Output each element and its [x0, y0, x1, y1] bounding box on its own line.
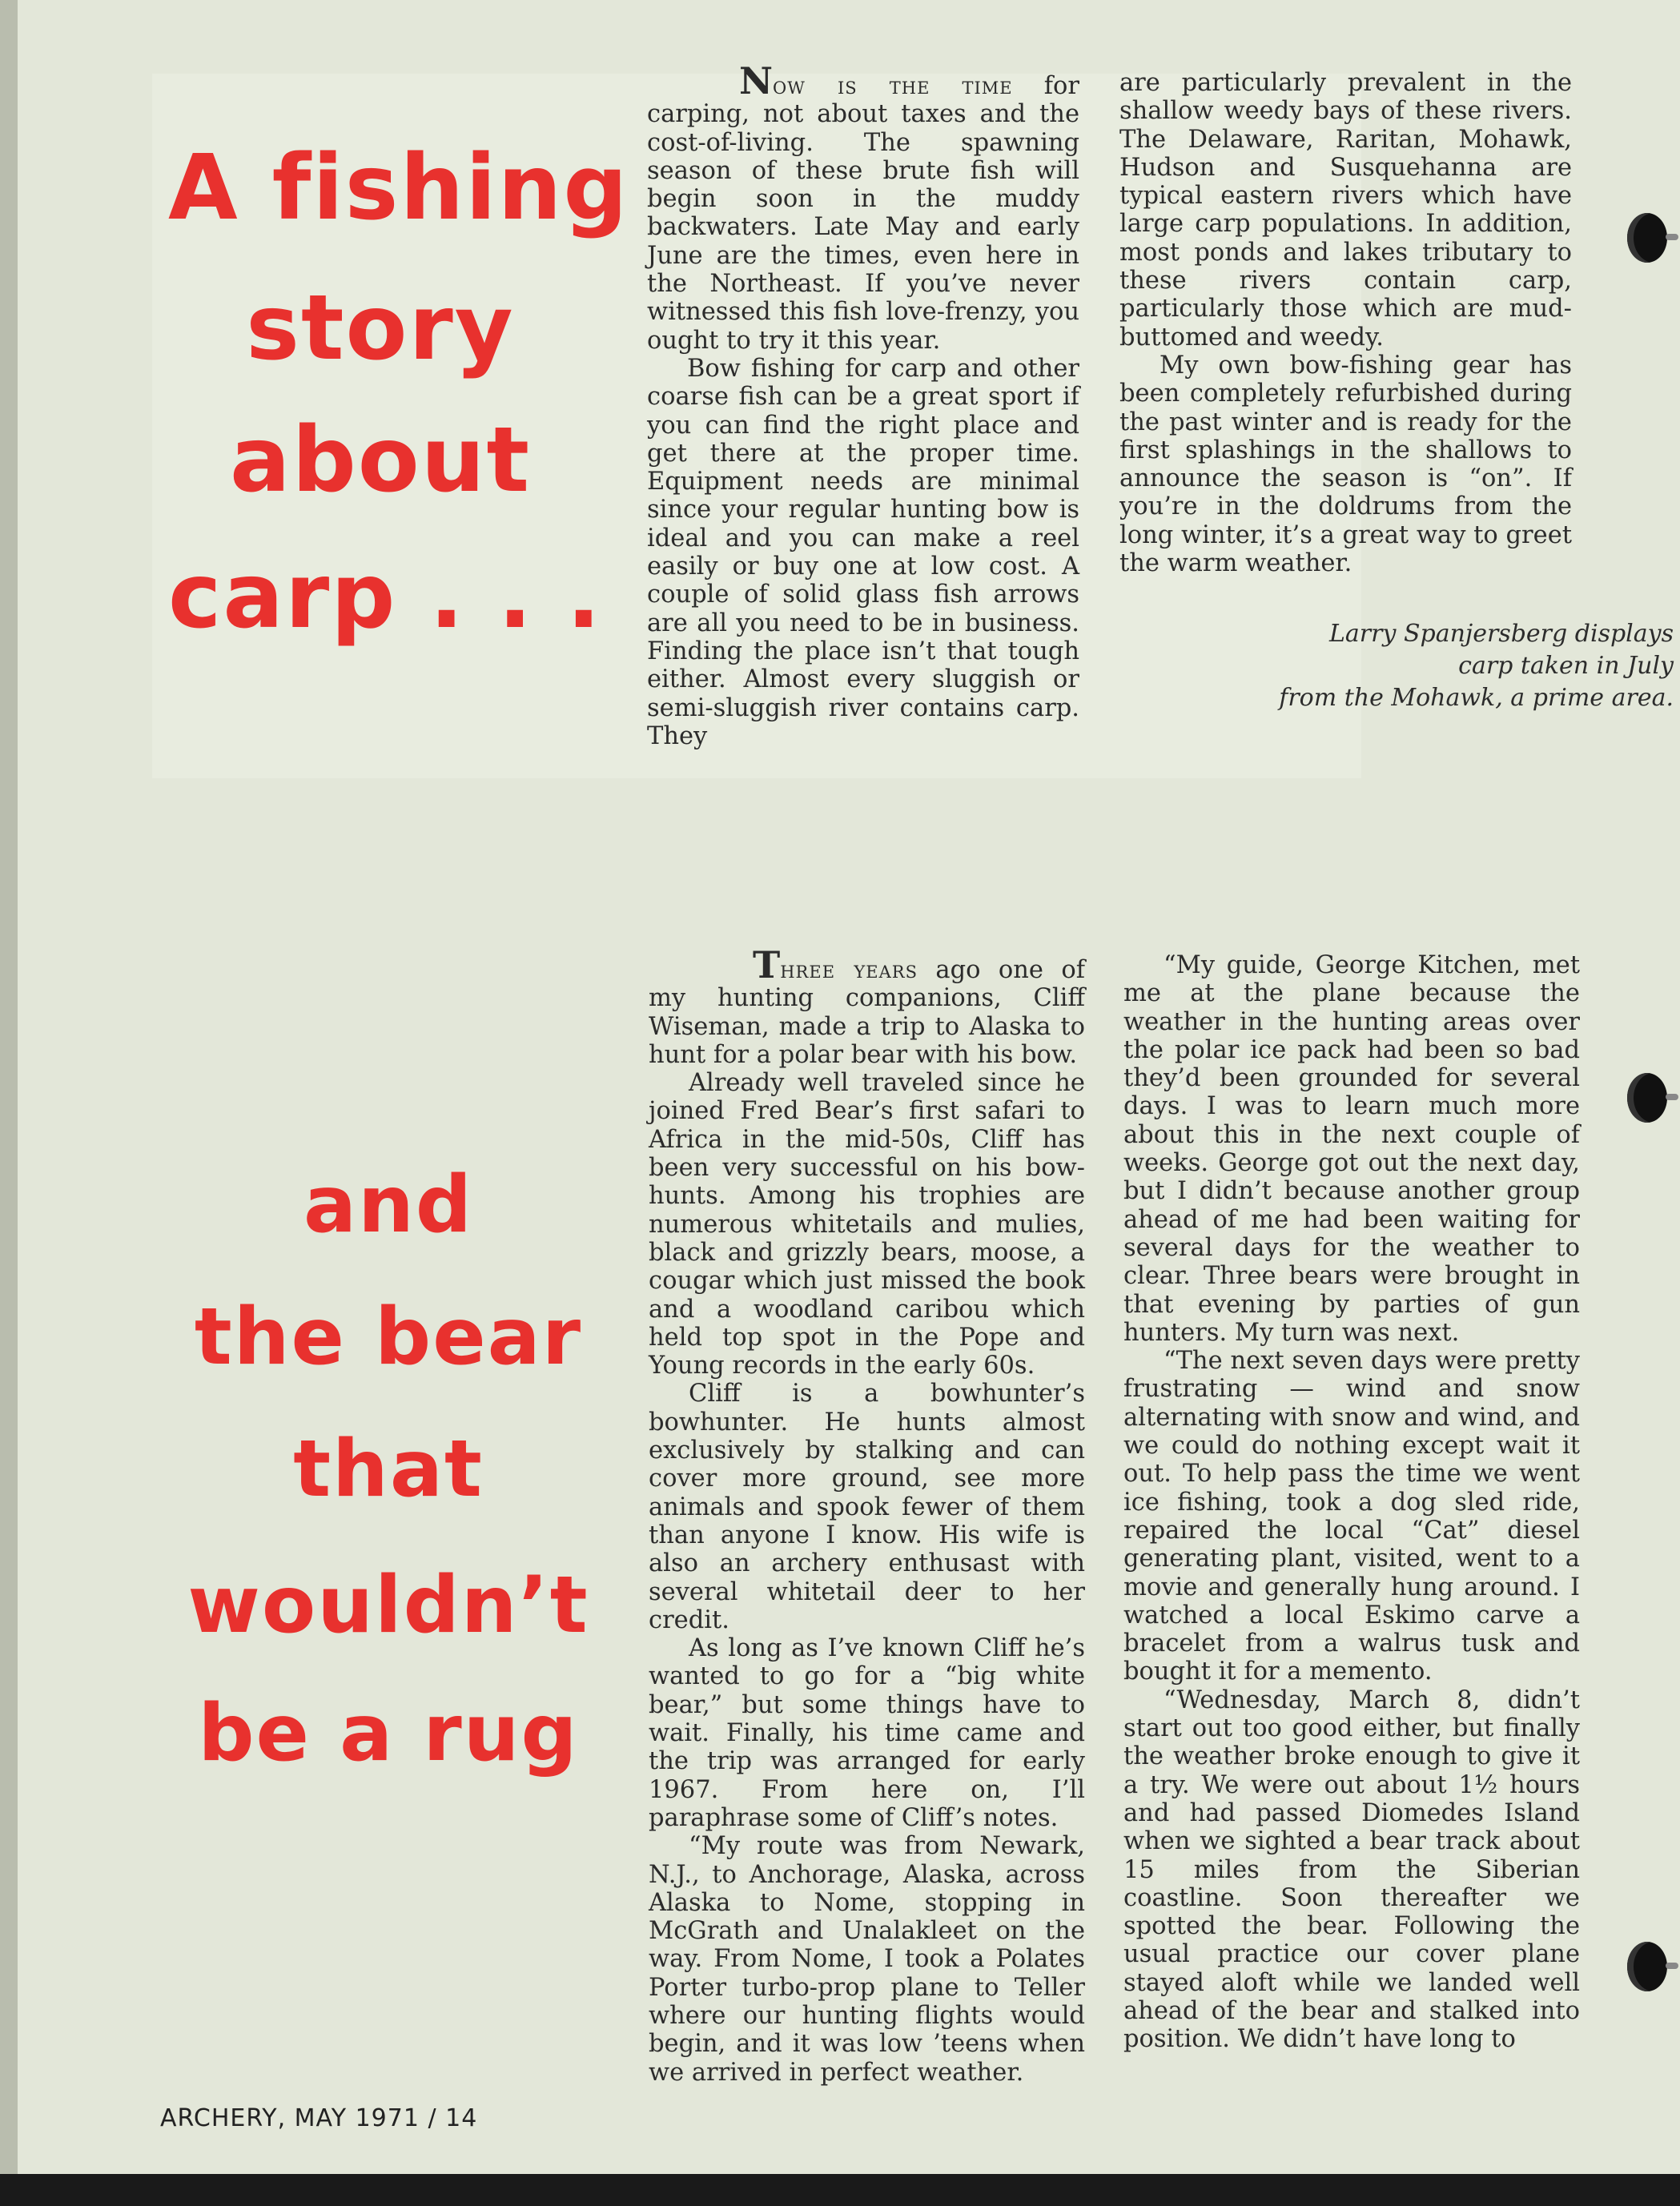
headline-line-7: that	[293, 1424, 484, 1515]
headline-line-1: A fishing	[168, 136, 629, 240]
dropcap-t: T	[753, 943, 781, 986]
headline-line-3: about	[230, 408, 531, 512]
paragraph-text: ago one of my hunting companions, Cliff Wiseman, made a trip to Alaska to hunt for a polar bear with his bow.	[649, 956, 1085, 1069]
paragraph-text: As long as I’ve known Cliff he’s wanted to go for a “big white bear,” but some things have to wait. Finally, his time came and the trip was arranged for early 1967. From here on, I’ll paraphrase some of Cliff’s notes.	[649, 1634, 1085, 1832]
dropcap-n: N	[739, 59, 774, 102]
paragraph-text: Bow fishing for carp and other coarse fish can be a great sport if you can find the right place and get there at the proper time. Equipment needs are minimal since your regular hunting bow is ideal and you can make a reel easily or buy one at low cost. A couple of solid glass fish arrows are all you need to be in business. Finding the place isn’t that tough either. Almost every sluggish or semi-sluggish river contains carp. They	[647, 354, 1079, 750]
paragraph-text: for carping, not about taxes and the cost-of-living. The spawning season of these brute fish will begin soon in the muddy backwaters. Late May and early June are the times, even here in the Northeast. If you’ve never witnessed this fish love-frenzy, you ought to try it this year.	[647, 72, 1079, 355]
lead-in-caps: hree years	[780, 956, 918, 984]
caption-line: from the Mohawk, a prime area.	[1279, 684, 1674, 712]
lead-in-caps: ow is the time	[773, 72, 1013, 100]
photo-caption	[1201, 618, 1674, 714]
paragraph-text: “My route was from Newark, N.J., to Anchorage, Alaska, across Alaska to Nome, stopping in McGrath and Unalakleet on the way. From Nome, I took a Polates Porter turbo-prop plane to Teller where our hunting flights would begin, and it was low ’teens when we arrived in perfect weather.	[649, 1832, 1085, 2087]
page-edge	[0, 0, 18, 2206]
binder-hole-icon	[1627, 1073, 1667, 1123]
paragraph-text: Cliff is a bowhunter’s bowhunter. He hunts almost exclusively by stalking and can cover more ground, see more animals and spook fewer of them than anyone I know. His wife is also an archery enthusast with several whitetail deer to her credit.	[649, 1380, 1085, 1634]
binder-hole-icon	[1627, 213, 1667, 263]
headline-line-2: story	[246, 276, 515, 380]
headline-line-4: carp . . .	[168, 544, 602, 649]
headline-line-6: the bear	[194, 1292, 583, 1383]
bear-column-1	[649, 943, 1085, 2087]
paragraph-text: My own bow-fishing gear has been completely refurbished during the past winter and is ready for the first splashings in the shallows to announce the season is “on”. If you’re in the doldrums from the long winter, it’s a great way to greet the warm weather.	[1119, 351, 1572, 578]
carp-column-1	[647, 59, 1079, 750]
caption-line: Larry Spanjersberg displays	[1329, 620, 1674, 648]
headline-line-5: and	[303, 1159, 474, 1251]
headline-line-9: be a rug	[198, 1688, 579, 1779]
paragraph-text: are particularly prevalent in the shallow weedy bays of these rivers. The Delaware, Raritan, Mohawk, Hudson and Susquehanna are typical eastern rivers which have large carp populations. In addition, most ponds and lakes tributary to these rivers contain carp, particularly those which are mud-buttomed and weedy.	[1119, 69, 1572, 352]
paragraph-text: “Wednesday, March 8, didn’t start out too good either, but finally the weather broke enough to give it a try. We were out about 1½ hours and had passed Diomedes Island when we sighted a bear track about 15 miles from the Siberian coastline. Soon thereafter we spotted the bear. Following the usual practice our cover plane stayed aloft while we landed well ahead of the bear and stalked into position. We didn’t have long to	[1123, 1686, 1580, 2054]
paragraph-text: Already well traveled since he joined Fred Bear’s first safari to Africa in the mid-50s, Cliff has been very successful on his bow-hunts. Among his trophies are numerous whitetails and mulies, black and grizzly bears, moose, a cougar which just missed the book and a woodland caribou which held top spot in the Pope and Young records in the early 60s.	[649, 1069, 1085, 1380]
paragraph-text: “My guide, George Kitchen, met me at the plane because the weather in the hunting areas over the polar ice pack had been so bad they’d been grounded for several days. I was to learn much more about this in the next couple of weeks. George got out the next day, but I didn’t because another group ahead of me had been waiting for several days for the weather to clear. Three bears were brought in that evening by parties of gun hunters. My turn was next.	[1123, 951, 1580, 1347]
paragraph-text: “The next seven days were pretty frustrating — wind and snow alternating with snow and wind, and we could do nothing except wait it out. To help pass the time we went ice fishing, took a dog sled ride, repaired the local “Cat” diesel generating plant, visited, went to a movie and generally hung around. I watched a local Eskimo carve a bracelet from a walrus tusk and bought it for a memento.	[1123, 1347, 1580, 1686]
caption-line: carp taken in July	[1458, 652, 1674, 680]
carp-column-2	[1119, 69, 1572, 577]
page-folio: ARCHERY, MAY 1971 / 14	[160, 2104, 478, 2132]
page-bottom-edge	[0, 2174, 1680, 2206]
bear-column-2	[1123, 951, 1580, 2054]
headline-line-8: wouldn’t	[187, 1560, 589, 1651]
binder-hole-icon	[1627, 1942, 1667, 1991]
